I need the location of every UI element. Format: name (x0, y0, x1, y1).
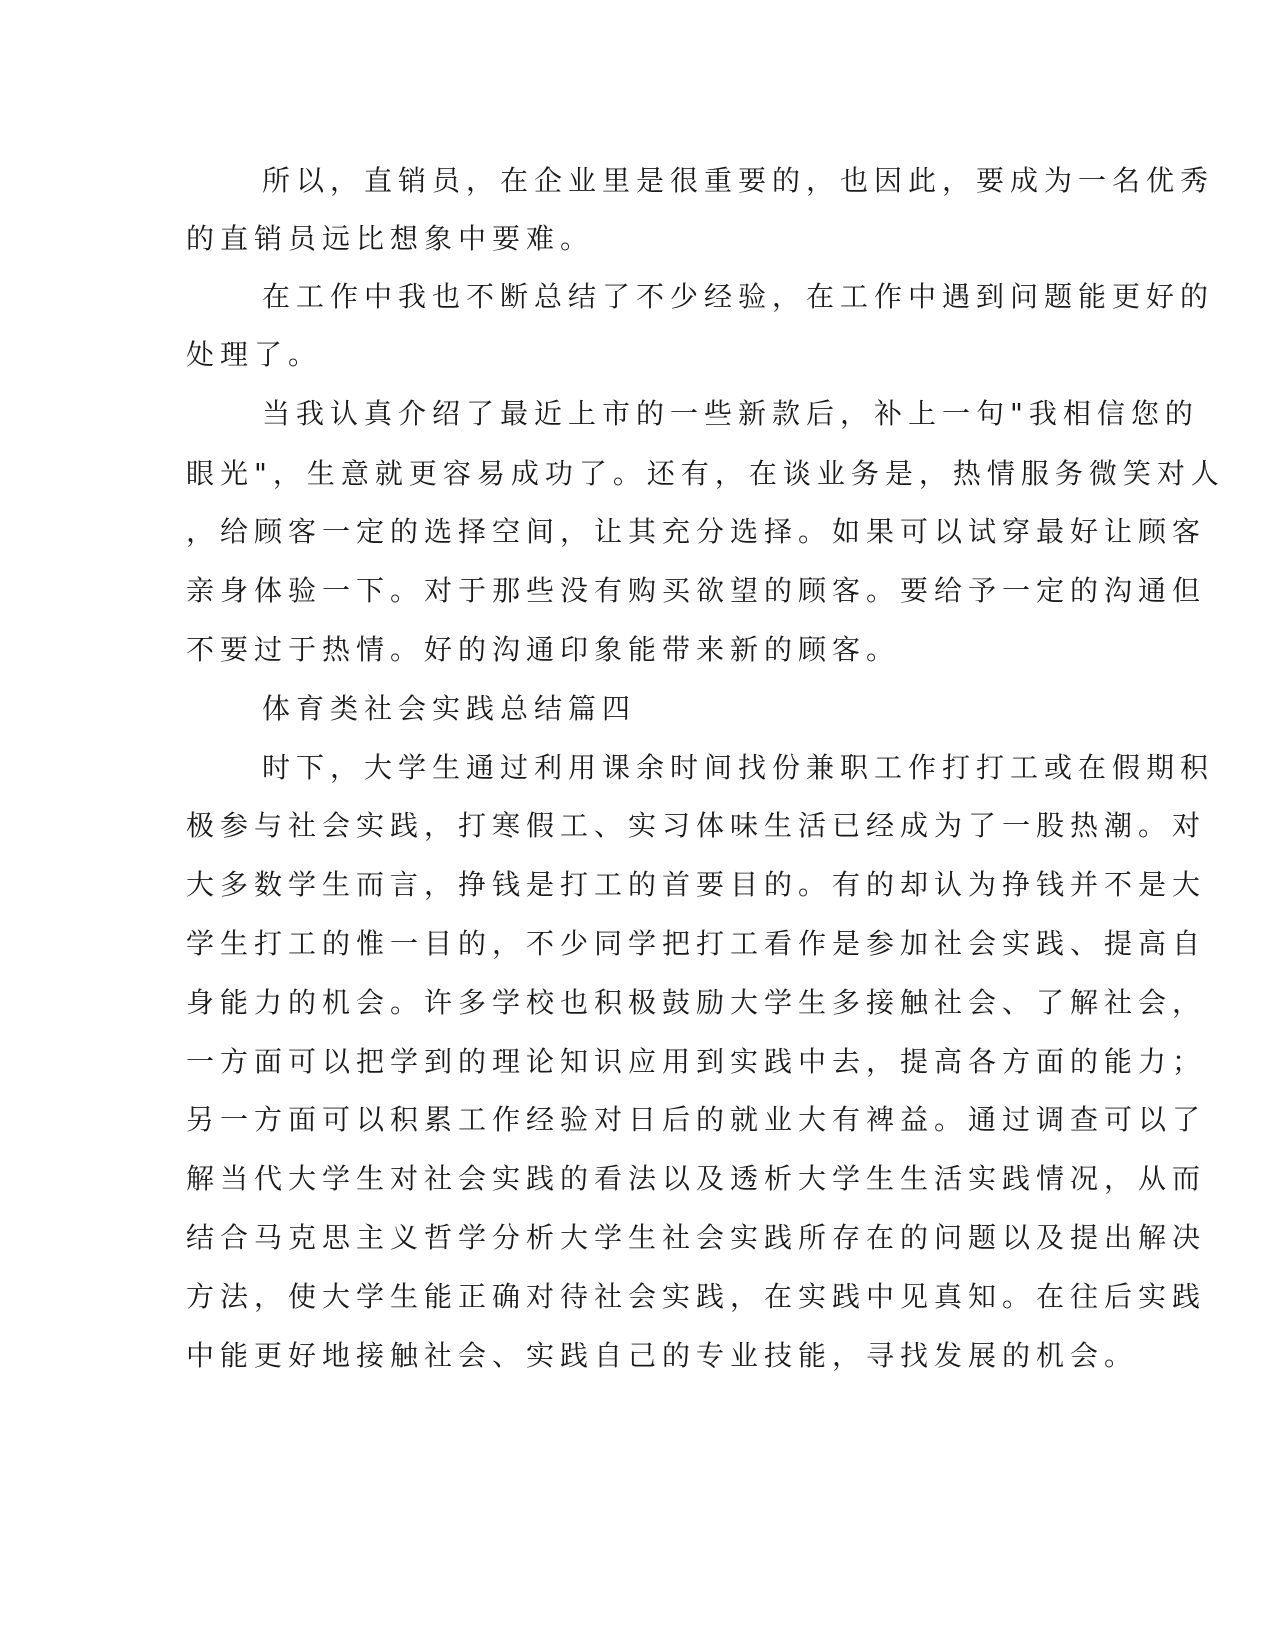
paragraph-line: 在工作中我也不断总结了不少经验，在工作中遇到问题能更好的 (262, 280, 1215, 313)
paragraph-line: 大多数学生而言，挣钱是打工的首要目的。有的却认为挣钱并不是大 (186, 868, 1207, 901)
section-heading: 体育类社会实践总结篇四 (262, 692, 637, 725)
paragraph-line: 所以，直销员，在企业里是很重要的，也因此，要成为一名优秀 (262, 164, 1215, 197)
paragraph-line: 结合马克思主义哲学分析大学生社会实践所存在的问题以及提出解决 (186, 1221, 1207, 1254)
paragraph-line: 处理了。 (186, 338, 323, 371)
paragraph-line: 极参与社会实践，打寒假工、实习体味生活已经成为了一股热潮。对 (186, 809, 1207, 842)
paragraph-line: 一方面可以把学到的理论知识应用到实践中去，提高各方面的能力； (186, 1045, 1207, 1078)
paragraph-line: 学生打工的惟一目的，不少同学把打工看作是参加社会实践、提高自 (186, 927, 1207, 960)
paragraph-line: 身能力的机会。许多学校也积极鼓励大学生多接触社会、了解社会， (186, 986, 1207, 1019)
paragraph-line: ，给顾客一定的选择空间，让其充分选择。如果可以试穿最好让顾客 (186, 515, 1207, 548)
paragraph-line: 另一方面可以积累工作经验对日后的就业大有裨益。通过调查可以了 (186, 1103, 1207, 1136)
paragraph-line: 亲身体验一下。对于那些没有购买欲望的顾客。要给予一定的沟通但 (186, 574, 1207, 607)
paragraph-line: 眼光"，生意就更容易成功了。还有，在谈业务是，热情服务微笑对人 (186, 457, 1225, 490)
paragraph-line: 的直销员远比想象中要难。 (186, 222, 595, 255)
paragraph-line: 解当代大学生对社会实践的看法以及透析大学生生活实践情况，从而 (186, 1162, 1207, 1195)
paragraph-line: 方法，使大学生能正确对待社会实践，在实践中见真知。在往后实践 (186, 1280, 1207, 1313)
paragraph-line: 不要过于热情。好的沟通印象能带来新的顾客。 (186, 633, 901, 666)
paragraph-line: 中能更好地接触社会、实践自己的专业技能，寻找发展的机会。 (186, 1339, 1139, 1372)
paragraph-line: 当我认真介绍了最近上市的一些新款后，补上一句"我相信您的 (262, 397, 1199, 430)
paragraph-line: 时下，大学生通过利用课余时间找份兼职工作打打工或在假期积 (262, 751, 1215, 784)
